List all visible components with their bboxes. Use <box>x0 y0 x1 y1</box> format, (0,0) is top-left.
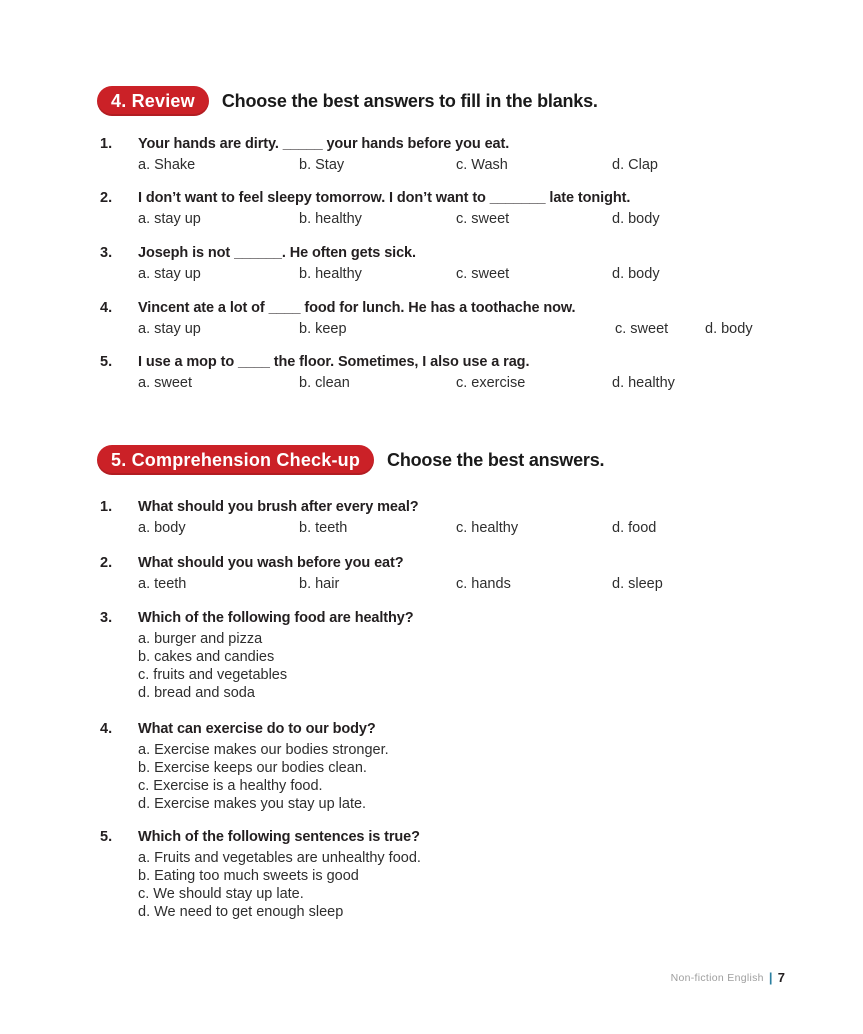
option-c: c. Exercise is a healthy food. <box>138 778 323 794</box>
question-text: Which of the following food are healthy? <box>138 610 414 626</box>
options-row <box>138 375 820 392</box>
question-number: 3. <box>100 245 113 261</box>
option-d: d. food <box>612 520 657 536</box>
review-question-1 <box>100 136 820 174</box>
option-d: d. bread and soda <box>138 685 255 701</box>
section-review-header <box>97 86 598 116</box>
section-comprehension-badge: 5. Comprehension Check-up <box>97 445 374 475</box>
option-c: c. fruits and vegetables <box>138 667 288 683</box>
option-b: b. healthy <box>299 211 362 227</box>
options-row <box>138 157 820 174</box>
question-number: 4. <box>100 721 113 737</box>
options-list <box>138 741 820 813</box>
question-number: 5. <box>100 829 113 845</box>
option-a: a. burger and pizza <box>138 631 263 647</box>
option-b: b. Stay <box>299 157 345 173</box>
option-c: c. healthy <box>456 520 519 536</box>
option-b: b. healthy <box>299 266 362 282</box>
question-number: 5. <box>100 354 113 370</box>
option-d: d. We need to get enough sleep <box>138 904 344 920</box>
review-question-4 <box>100 300 820 338</box>
options-row <box>138 266 820 283</box>
options-list <box>138 630 820 702</box>
option-a: a. stay up <box>138 211 201 227</box>
option-c: c. Wash <box>456 157 508 173</box>
question-text: Joseph is not ______. He often gets sick. <box>138 245 416 261</box>
question-text: Your hands are dirty. _____ your hands before you eat. <box>138 136 510 152</box>
option-a: a. sweet <box>138 375 192 391</box>
option-a: a. stay up <box>138 321 201 337</box>
option-b: b. teeth <box>299 520 348 536</box>
option-d: d. Exercise makes you stay up late. <box>138 796 367 812</box>
footer-series-label: Non-fiction English <box>670 971 764 984</box>
question-text: What can exercise do to our body? <box>138 721 376 737</box>
question-number: 4. <box>100 300 113 316</box>
option-a: a. body <box>138 520 186 536</box>
question-text: I don’t want to feel sleepy tomorrow. I don’t want to _______ late tonight. <box>138 190 631 206</box>
question-number: 1. <box>100 136 113 152</box>
comprehension-question-4 <box>100 721 820 813</box>
option-c: c. exercise <box>456 375 526 391</box>
section-comprehension-instruction: Choose the best answers. <box>387 449 605 470</box>
options-list <box>138 849 820 921</box>
comprehension-question-3 <box>100 610 820 702</box>
option-c: c. sweet <box>456 266 510 282</box>
option-b: b. Eating too much sweets is good <box>138 868 359 884</box>
comprehension-question-1 <box>100 499 820 537</box>
options-row <box>138 520 820 537</box>
option-d: d. Clap <box>612 157 658 173</box>
question-number: 2. <box>100 555 113 571</box>
question-number: 3. <box>100 610 113 626</box>
question-text: What should you brush after every meal? <box>138 499 419 515</box>
comprehension-question-5 <box>100 829 820 921</box>
question-text: Vincent ate a lot of ____ food for lunch. He has a toothache now. <box>138 300 576 316</box>
option-b: b. Exercise keeps our bodies clean. <box>138 760 367 776</box>
options-row <box>138 211 820 228</box>
option-c: c. sweet <box>615 321 669 337</box>
question-text: What should you wash before you eat? <box>138 555 404 571</box>
option-a: a. Exercise makes our bodies stronger. <box>138 742 389 758</box>
option-a: a. Fruits and vegetables are unhealthy food. <box>138 850 421 866</box>
page-footer <box>671 970 785 985</box>
question-text: Which of the following sentences is true? <box>138 829 420 845</box>
comprehension-question-2 <box>100 555 820 593</box>
question-text: I use a mop to ____ the floor. Sometimes, I also use a rag. <box>138 354 530 370</box>
option-b: b. cakes and candies <box>138 649 275 665</box>
section-review-instruction: Choose the best answers to fill in the blanks. <box>221 90 598 111</box>
option-b: b. clean <box>299 375 350 391</box>
section-comprehension-header <box>97 445 604 475</box>
review-question-5 <box>100 354 820 392</box>
option-d: d. body <box>612 266 660 282</box>
review-question-3 <box>100 245 820 283</box>
section-review-badge: 4. Review <box>97 86 209 116</box>
option-c: c. sweet <box>456 211 510 227</box>
option-d: d. body <box>705 321 753 337</box>
option-d: d. body <box>612 211 660 227</box>
option-d: d. sleep <box>612 576 663 592</box>
options-row <box>138 321 820 338</box>
footer-separator: | <box>768 970 773 985</box>
option-a: a. stay up <box>138 266 201 282</box>
option-b: b. keep <box>299 321 347 337</box>
option-c: c. hands <box>456 576 511 592</box>
question-number: 2. <box>100 190 113 206</box>
footer-page-number: 7 <box>777 970 785 985</box>
options-row <box>138 576 820 593</box>
option-b: b. hair <box>299 576 340 592</box>
review-question-2 <box>100 190 820 228</box>
option-c: c. We should stay up late. <box>138 886 304 902</box>
option-a: a. Shake <box>138 157 196 173</box>
question-number: 1. <box>100 499 113 515</box>
option-d: d. healthy <box>612 375 675 391</box>
option-a: a. teeth <box>138 576 187 592</box>
